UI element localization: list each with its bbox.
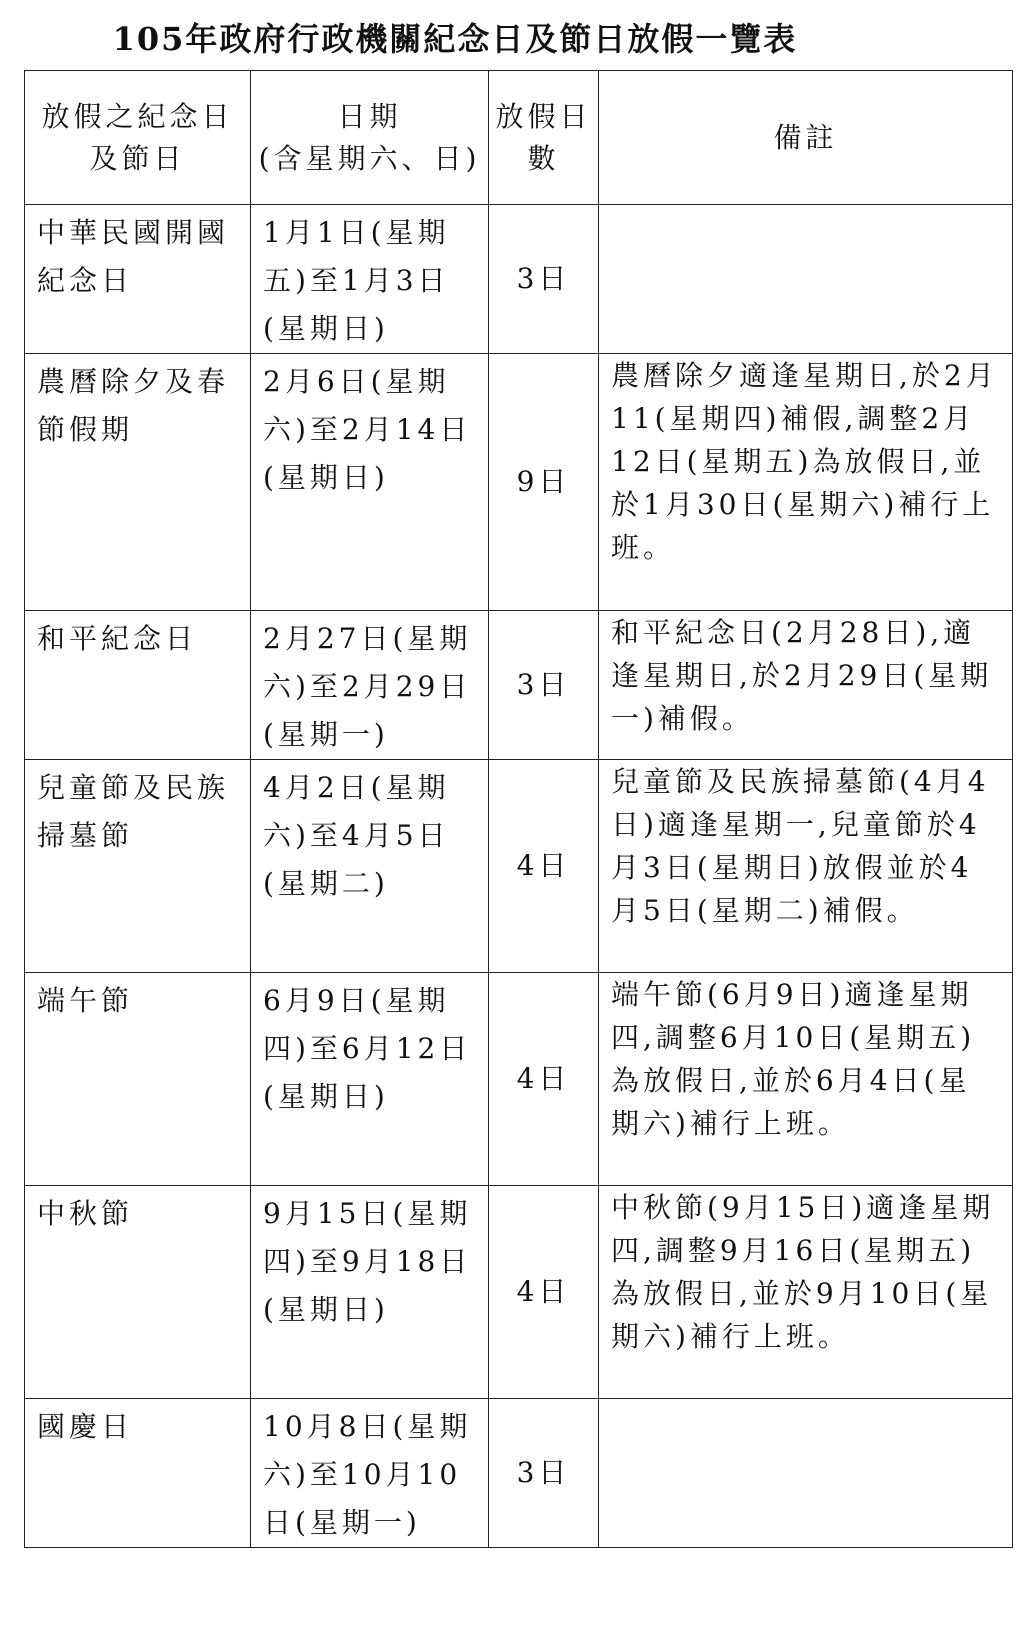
holiday-note: 中秋節(9月15日)適逢星期四,調整9月16日(星期五)為放假日,並於9月10日(星期六)補行上班。 (599, 1186, 1013, 1399)
holiday-table (24, 70, 1013, 1548)
holiday-date: 1月1日(星期五)至1月3日(星期日) (251, 205, 489, 354)
header-date (251, 71, 489, 205)
holiday-name: 國慶日 (25, 1399, 251, 1548)
table-row (25, 611, 1013, 760)
holiday-date: 2月27日(星期六)至2月29日(星期一) (251, 611, 489, 760)
holiday-name: 端午節 (25, 973, 251, 1186)
table-row (25, 1399, 1013, 1548)
holiday-date: 4月2日(星期六)至4月5日(星期二) (251, 760, 489, 973)
holiday-date: 10月8日(星期六)至10月10日(星期一) (251, 1399, 489, 1548)
table-row (25, 1186, 1013, 1399)
holiday-days: 3日 (489, 1399, 599, 1548)
holiday-days: 4日 (489, 760, 599, 973)
page-title: 105年政府行政機關紀念日及節日放假一覽表 (112, 20, 798, 58)
holiday-name: 農曆除夕及春節假期 (25, 354, 251, 611)
table-header-row (25, 71, 1013, 205)
header-date-label: 日期 (337, 99, 402, 133)
holiday-note (599, 205, 1013, 354)
header-days: 放假日數 (489, 71, 599, 205)
holiday-days: 3日 (489, 611, 599, 760)
table-row (25, 973, 1013, 1186)
holiday-name: 中華民國開國紀念日 (25, 205, 251, 354)
holiday-name: 兒童節及民族掃墓節 (25, 760, 251, 973)
table-row (25, 205, 1013, 354)
holiday-note: 兒童節及民族掃墓節(4月4日)適逢星期一,兒童節於4月3日(星期日)放假並於4月5日(星期二)補假。 (599, 760, 1013, 973)
header-note: 備註 (599, 71, 1013, 205)
holiday-name: 中秋節 (25, 1186, 251, 1399)
holiday-note: 和平紀念日(2月28日),適逢星期日,於2月29日(星期一)補假。 (599, 611, 1013, 760)
holiday-note: 農曆除夕適逢星期日,於2月11(星期四)補假,調整2月12日(星期五)為放假日,並於1月30日(星期六)補行上班。 (599, 354, 1013, 611)
holiday-note (599, 1399, 1013, 1548)
holiday-date: 9月15日(星期四)至9月18日(星期日) (251, 1186, 489, 1399)
header-holiday: 放假之紀念日及節日 (25, 71, 251, 205)
holiday-days: 4日 (489, 973, 599, 1186)
header-date-subtitle: (含星期六、日) (258, 141, 481, 175)
holiday-date: 2月6日(星期六)至2月14日(星期日) (251, 354, 489, 611)
holiday-date: 6月9日(星期四)至6月12日(星期日) (251, 973, 489, 1186)
holiday-days: 3日 (489, 205, 599, 354)
holiday-note: 端午節(6月9日)適逢星期四,調整6月10日(星期五)為放假日,並於6月4日(星期六)補行上班。 (599, 973, 1013, 1186)
holiday-name: 和平紀念日 (25, 611, 251, 760)
table-row (25, 760, 1013, 973)
holiday-days: 4日 (489, 1186, 599, 1399)
table-row (25, 354, 1013, 611)
holiday-days: 9日 (489, 354, 599, 611)
